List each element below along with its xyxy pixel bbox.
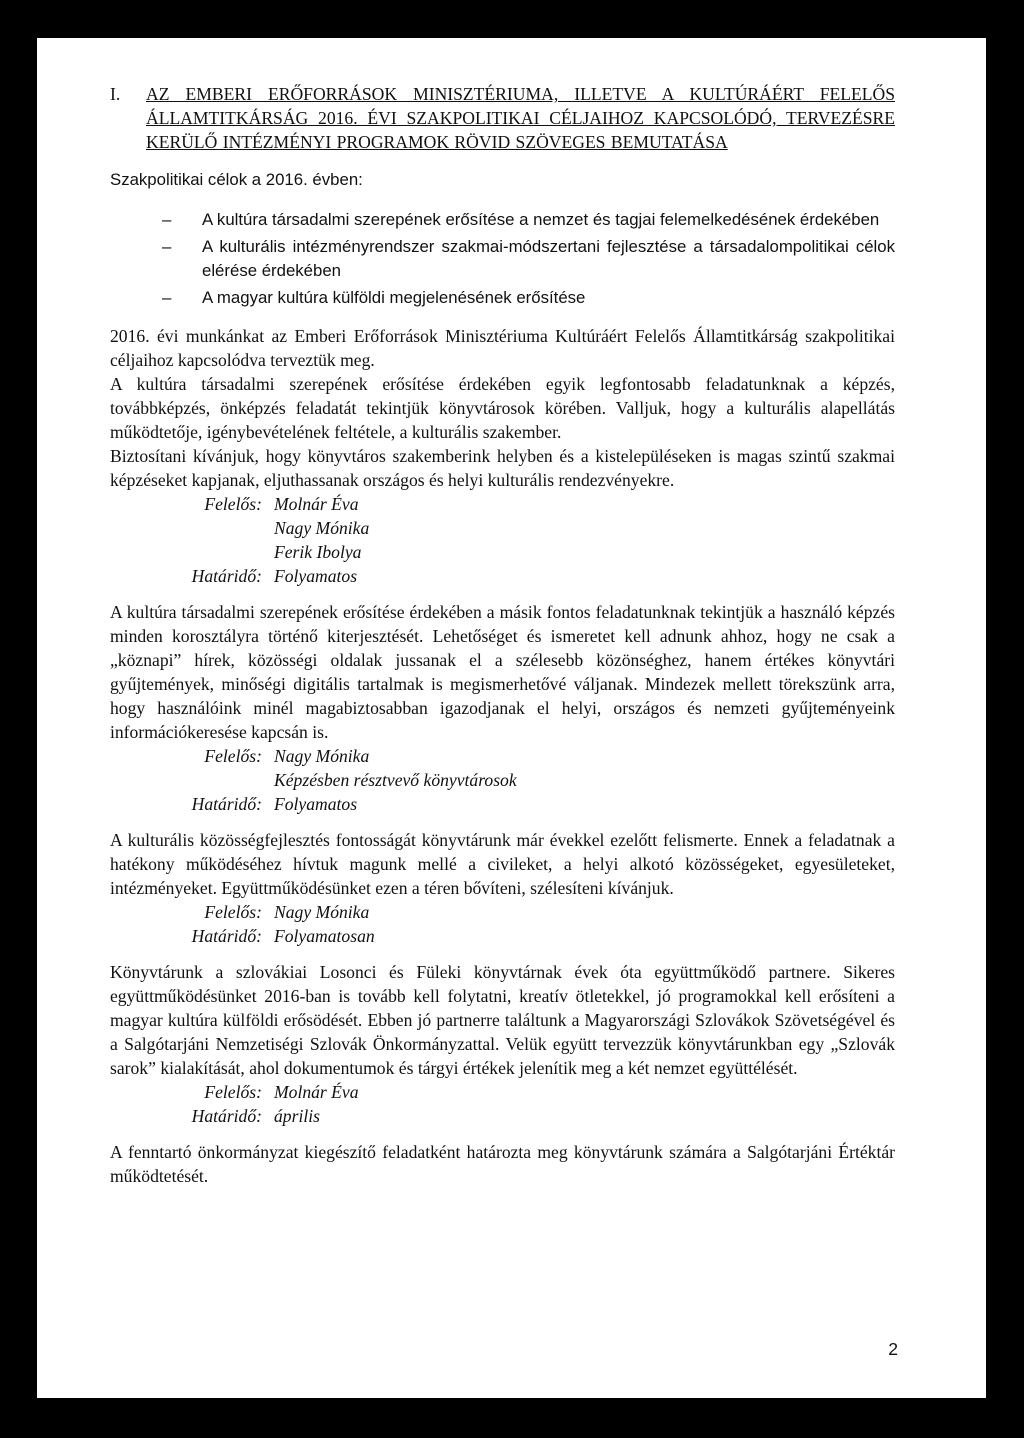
deadline-label: Határidő: xyxy=(191,1106,262,1126)
section-title: AZ EMBERI ERŐFORRÁSOK MINISZTÉRIUMA, ILLETVE A KULTÚRÁÉRT FELELŐS ÁLLAMTITKÁRSÁG 2016. ÉVI SZAKPOLITIKAI CÉLJAIHOZ KAPCSOLÓDÓ, TERVEZÉSRE KERÜLŐ INTÉZMÉNYI PROGRAMOK RÖVID SZÖVEGES BEMUTATÁSA xyxy=(146,84,895,152)
goals-list xyxy=(110,208,895,310)
dash-bullet: – xyxy=(162,210,172,229)
list-item xyxy=(110,208,895,232)
responsibility-block xyxy=(110,1080,895,1128)
deadline-value: Folyamatosan xyxy=(274,926,375,946)
deadline-label: Határidő: xyxy=(191,926,262,946)
paragraph: 2016. évi munkánkat az Emberi Erőforrások Minisztériuma Kultúráért Felelős Államtitkárság szakpolitikai céljaihoz kapcsolódva terveztük meg. xyxy=(110,326,895,370)
responsible-label: Felelős: xyxy=(204,902,262,922)
dash-bullet: – xyxy=(162,237,172,256)
paragraph: Könyvtárunk a szlovákiai Losonci és Füleki könyvtárnak évek óta együttműködő partnere. Sikeres együttműködésünket 2016-ban is tovább kell folytatni, kreatív ötletekkel, jó programokkal kell erősíteni a magyar kultúra külföldi erősödését. Ebben jó partnerre találtunk a Magyarországi Szlovákok Szövetségével és a Salgótarjáni Nemzetiségi Szlovák Önkormányzattal. Velük együtt tervezzük könyvtárunkban egy „Szlovák sarok” kialakítását, ahol dokumentumok és tárgyi értékek jelenítik meg a két nemzet együttélését. xyxy=(110,962,895,1078)
responsibility-block xyxy=(110,744,895,816)
responsible-name: Molnár Éva xyxy=(274,494,359,514)
responsible-label: Felelős: xyxy=(204,746,262,766)
dash-bullet: – xyxy=(162,288,172,307)
goal-text: A kulturális intézményrendszer szakmai-módszertani fejlesztése a társadalompolitikai célok elérése érdekében xyxy=(202,237,895,280)
responsibility-block xyxy=(110,900,895,948)
deadline-value: Folyamatos xyxy=(274,794,358,814)
paragraph: Biztosítani kívánjuk, hogy könyvtáros szakemberink helyben és a kistelepüléseken is magas szintű szakmai képzéseket kapjanak, eljuthassanak országos és helyi kulturális rendezvényekre. xyxy=(110,446,895,490)
document-page xyxy=(37,38,986,1398)
responsible-label: Felelős: xyxy=(204,494,262,514)
paragraph: A kulturális közösségfejlesztés fontosságát könyvtárunk már évekkel ezelőtt felismerte. Ennek a feladatnak a hatékony működéséhez hívtuk magunk mellé a civileket, a helyi alkotó közösségeket, egyesületeket, intézményeket. Együttműködésünket ezen a téren bővíteni, szélesíteni kívánjuk. xyxy=(110,830,895,898)
deadline-value: Folyamatos xyxy=(274,566,358,586)
paragraph: A kultúra társadalmi szerepének erősítése érdekében egyik legfontosabb feladatunknak a képzés, továbbképzés, önképzés feladatát tekintjük könyvtárosok körében. Valljuk, hogy a kulturális alapellátás működtetője, igénybevételének feltétele, a kulturális szakember. xyxy=(110,374,895,442)
responsible-name: Nagy Mónika xyxy=(274,746,370,766)
responsible-name: Molnár Éva xyxy=(274,1082,359,1102)
paragraph: A fenntartó önkormányzat kiegészítő feladatként határozta meg könyvtárunk számára a Salgótarjáni Értéktár működtetését. xyxy=(110,1142,895,1186)
deadline-value: április xyxy=(274,1106,320,1126)
page-content xyxy=(110,82,895,1188)
responsible-name: Nagy Mónika xyxy=(274,902,370,922)
goals-intro: Szakpolitikai célok a 2016. évben: xyxy=(110,170,363,189)
goal-text: A magyar kultúra külföldi megjelenésének erősítése xyxy=(202,288,586,307)
paragraph: A kultúra társadalmi szerepének erősítése érdekében a másik fontos feladatunknak tekintjük a használó képzés minden korosztályra történő kiterjesztését. Lehetőséget és ismeretet kell adnunk ahhoz, hogy ne csak a „köznapi” hírek, közösségi oldalak jussanak el a szélesebb közönséghez, hanem értékes könyvtári gyűjtemények, minőségi digitális tartalmak is megismerhetővé váljanak. Mindezek mellett törekszünk arra, hogy használóink minél magabiztosabban igazodjanak el helyi, országos és nemzeti gyűjteményeink információkeresése kapcsán is. xyxy=(110,602,895,742)
section-number: I. xyxy=(110,84,121,104)
page-number: 2 xyxy=(888,1339,898,1359)
goal-text: A kultúra társadalmi szerepének erősítése a nemzet és tagjai felemelkedésének érdekében xyxy=(202,210,880,229)
responsible-name: Képzésben résztvevő könyvtárosok xyxy=(274,770,517,790)
responsible-label: Felelős: xyxy=(204,1082,262,1102)
responsibility-block xyxy=(110,492,895,588)
deadline-label: Határidő: xyxy=(191,566,262,586)
list-item xyxy=(110,286,895,310)
deadline-label: Határidő: xyxy=(191,794,262,814)
list-item xyxy=(110,235,895,283)
responsible-name: Ferik Ibolya xyxy=(274,542,362,562)
section-heading xyxy=(110,82,895,154)
responsible-name: Nagy Mónika xyxy=(274,518,370,538)
